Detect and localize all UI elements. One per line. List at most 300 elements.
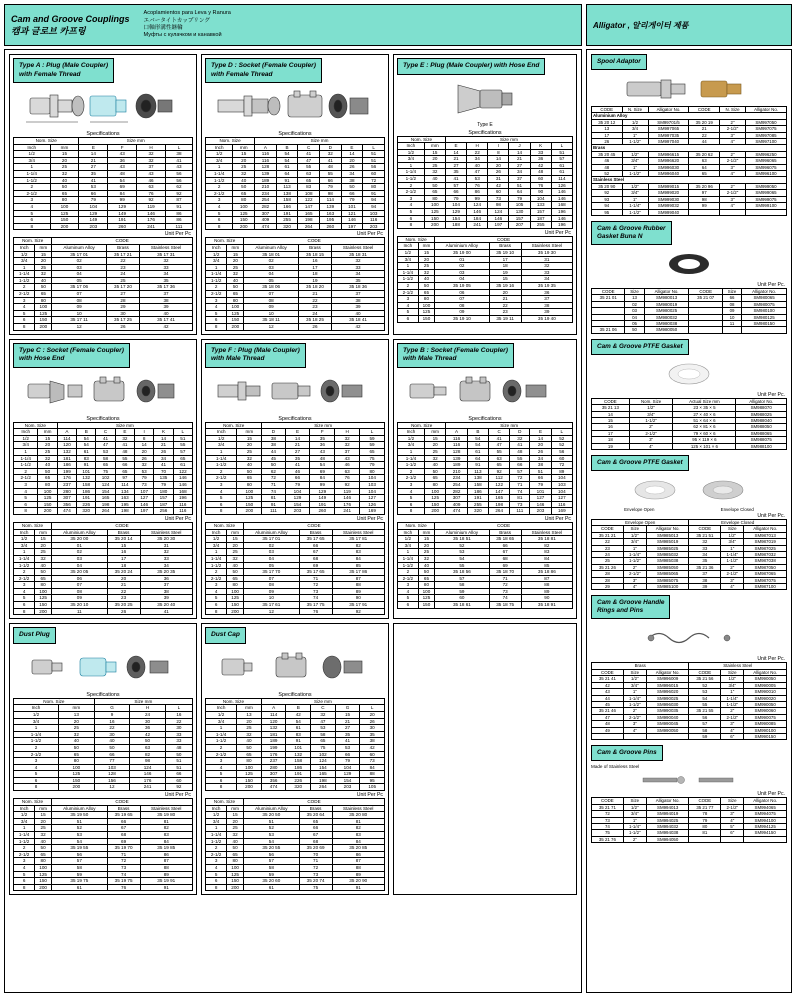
table-cell: 14 bbox=[445, 149, 466, 156]
table-cell: 64 bbox=[689, 164, 720, 170]
table-cell: 20 bbox=[50, 157, 79, 164]
column-header: Stainless Steel bbox=[140, 529, 193, 536]
table-cell: 60 bbox=[551, 455, 572, 462]
section-rubber-gasket bbox=[591, 221, 787, 334]
table-cell: 4 bbox=[14, 203, 51, 210]
column-header: Inch bbox=[206, 244, 227, 251]
table-cell: 356 bbox=[57, 501, 76, 508]
table-cell: 200 bbox=[227, 884, 244, 891]
table-cell: 35 21 36 bbox=[689, 564, 721, 570]
table-cell: SM988075 bbox=[736, 437, 787, 443]
table-row bbox=[398, 282, 573, 289]
table-cell: 1-1/2" bbox=[623, 830, 646, 836]
table-cell: 181 bbox=[261, 731, 286, 738]
table-cell: 104 bbox=[445, 202, 466, 209]
table-cell: 149 bbox=[108, 210, 137, 217]
table-cell: 07 bbox=[435, 296, 489, 303]
table-cell: 10 bbox=[722, 314, 741, 320]
table-cell: 73 bbox=[592, 817, 624, 823]
table-cell: 1/2" bbox=[721, 532, 744, 538]
column-header: L bbox=[165, 144, 192, 151]
table-cell: 1/2 bbox=[206, 812, 227, 819]
table-cell: 100 bbox=[233, 203, 255, 210]
table-cell: 176 bbox=[57, 475, 76, 482]
table-row bbox=[206, 588, 385, 595]
table-cell: 04 bbox=[625, 314, 644, 320]
table-cell: 61 bbox=[467, 449, 488, 456]
table-cell: 1-1/2" bbox=[721, 701, 744, 707]
table-cell: 65 bbox=[173, 455, 192, 462]
table-cell: 52 bbox=[551, 442, 572, 449]
table-cell: 26 bbox=[488, 169, 509, 176]
table-cell: 27 bbox=[106, 291, 139, 298]
pins-table bbox=[591, 797, 787, 843]
table-cell: 1 bbox=[206, 725, 237, 732]
table-cell: 32 bbox=[137, 157, 166, 164]
dust-cap-spec-head bbox=[206, 705, 385, 712]
table-row bbox=[398, 481, 573, 488]
table-cell: 126 bbox=[551, 182, 572, 189]
table-cell: 86 bbox=[140, 851, 193, 858]
table-cell: 4 bbox=[206, 764, 237, 771]
table-cell bbox=[646, 733, 689, 739]
table-cell: 1 bbox=[398, 162, 425, 169]
table-cell: 68 bbox=[107, 832, 140, 839]
table-cell: 84 bbox=[332, 555, 385, 562]
type-b-spec-label: Specifications bbox=[468, 415, 502, 422]
table-row bbox=[398, 488, 573, 495]
column-header: mm bbox=[237, 429, 262, 436]
table-row bbox=[206, 203, 385, 210]
table-cell: 52 bbox=[52, 825, 108, 832]
table-cell: 76 bbox=[335, 475, 360, 482]
table-row bbox=[206, 190, 385, 197]
table-cell: SM988100 bbox=[736, 443, 787, 449]
table-cell: 191 bbox=[276, 210, 298, 217]
table-cell: 1-1/2 bbox=[14, 562, 35, 569]
table-cell: 61 bbox=[276, 164, 298, 171]
table-row bbox=[14, 264, 193, 271]
table-cell: 40 bbox=[424, 176, 445, 183]
table-cell: 23 bbox=[298, 304, 331, 311]
table-cell: 114 bbox=[115, 481, 134, 488]
table-cell: 72 bbox=[299, 865, 332, 872]
table-cell: 71 bbox=[107, 851, 140, 858]
table-cell: 2" bbox=[721, 708, 744, 714]
table-row bbox=[14, 569, 193, 576]
table-cell: SM999075 bbox=[746, 196, 787, 202]
table-cell: 198 bbox=[96, 501, 115, 508]
table-cell: 139 bbox=[446, 455, 467, 462]
column-header: I bbox=[488, 143, 509, 150]
table-cell: 50 bbox=[418, 569, 434, 576]
table-cell: 88 bbox=[140, 865, 193, 872]
table-cell: 51 bbox=[509, 182, 530, 189]
table-cell: 1 bbox=[206, 164, 233, 171]
table-cell: 3/4 bbox=[398, 156, 425, 163]
table-cell: 35 21 55 bbox=[689, 708, 721, 714]
type-f-spec-head bbox=[206, 429, 385, 436]
table-cell: 20 bbox=[488, 162, 509, 169]
table-cell: 80 bbox=[50, 197, 79, 204]
table-cell: 15 bbox=[107, 542, 140, 549]
type-f-spec-table bbox=[205, 422, 385, 515]
section-ptfe-gasket bbox=[591, 339, 787, 450]
table-cell: 76 bbox=[530, 182, 551, 189]
table-cell: 91 bbox=[467, 462, 488, 469]
table-cell: 8 bbox=[14, 884, 35, 891]
table-cell: 65 bbox=[233, 190, 255, 197]
column-header: Alligator No. bbox=[742, 288, 787, 294]
table-cell: 124 bbox=[130, 764, 166, 771]
column-header: C bbox=[311, 705, 336, 712]
table-cell: 20 bbox=[38, 442, 57, 449]
table-cell: 32 bbox=[424, 455, 445, 462]
table-cell: 43 bbox=[592, 689, 624, 695]
table-cell: 264 bbox=[311, 784, 336, 791]
table-cell: 82 bbox=[332, 825, 385, 832]
table-cell: 1-1/2 bbox=[14, 462, 38, 469]
table-cell: 22 bbox=[689, 132, 720, 138]
table-cell: 73 bbox=[489, 588, 521, 595]
table-cell: SM999020 bbox=[648, 190, 689, 196]
table-cell: 14 bbox=[341, 151, 363, 158]
type-e-spec-body bbox=[398, 149, 573, 228]
table-cell: 01 bbox=[52, 542, 108, 549]
table-cell: 1/2 bbox=[206, 251, 227, 258]
table-cell: 4 bbox=[398, 202, 425, 209]
table-cell: 20 bbox=[233, 157, 255, 164]
table-cell: 254 bbox=[255, 197, 277, 204]
table-row bbox=[14, 758, 193, 765]
table-cell: 129 bbox=[108, 203, 137, 210]
table-cell: 116 bbox=[446, 442, 467, 449]
table-cell: 47 bbox=[467, 169, 488, 176]
table-cell: 34 bbox=[332, 271, 385, 278]
table-cell: 40 bbox=[332, 310, 385, 317]
pins-body bbox=[592, 804, 787, 842]
table-cell: 8 bbox=[206, 223, 233, 230]
table-cell: 200 bbox=[227, 324, 244, 331]
table-cell: 8 bbox=[206, 608, 227, 615]
table-row bbox=[14, 595, 193, 602]
table-cell: 48 bbox=[320, 164, 342, 171]
type-c-illustration bbox=[13, 370, 193, 414]
table-cell: 12 bbox=[244, 324, 299, 331]
table-cell: 32 bbox=[237, 731, 262, 738]
table-cell: 58 bbox=[689, 727, 721, 733]
table-cell: 79 × 60 × 6 bbox=[673, 430, 736, 436]
table-cell: 35 21 77 bbox=[689, 804, 721, 810]
table-cell: 44 bbox=[262, 449, 285, 456]
header-title-en: Cam and Groove Couplings bbox=[11, 14, 130, 24]
table-cell: 80 bbox=[237, 481, 262, 488]
table-cell: 71 bbox=[299, 858, 332, 865]
table-cell: SM999032 bbox=[648, 203, 689, 209]
table-cell: 20 bbox=[418, 256, 434, 263]
table-cell: 75 bbox=[360, 455, 385, 462]
table-cell: 5 bbox=[14, 871, 35, 878]
table-cell: 1/2 bbox=[398, 536, 419, 543]
table-cell: 63 bbox=[489, 455, 510, 462]
table-cell: 165 bbox=[311, 771, 336, 778]
table-cell: 210 bbox=[255, 184, 277, 191]
table-cell: 100 bbox=[237, 488, 262, 495]
dust-plug-spec-head bbox=[14, 705, 193, 712]
column-header: CODE bbox=[592, 669, 624, 675]
table-cell: 203 bbox=[285, 508, 310, 515]
table-cell: 08 bbox=[244, 297, 299, 304]
table-cell: SM999040 bbox=[648, 209, 689, 215]
table-cell: 32 bbox=[418, 269, 434, 276]
table-cell: 32 bbox=[38, 455, 57, 462]
table-cell: SM985013 bbox=[646, 532, 689, 538]
table-cell: 2" bbox=[623, 836, 646, 842]
table-cell: 34 bbox=[467, 156, 488, 163]
type-a-unit-label: Unit Per Pc bbox=[164, 231, 191, 238]
handle-rings-unit: Unit Per Pc. bbox=[757, 656, 785, 663]
table-cell: 94 bbox=[363, 203, 385, 210]
table-cell: 35 18 81 bbox=[521, 536, 572, 543]
table-cell: SM996250 bbox=[746, 151, 787, 157]
table-cell: 154 bbox=[311, 764, 336, 771]
table-cell: 3" bbox=[719, 132, 745, 138]
table-cell: 176 bbox=[130, 777, 166, 784]
table-cell: 75 bbox=[311, 744, 336, 751]
table-cell: 35 bbox=[79, 170, 108, 177]
table-cell: 158 bbox=[77, 481, 96, 488]
table-cell: 100 bbox=[227, 865, 244, 872]
th-nom-size: Nom. Size bbox=[398, 422, 446, 429]
table-cell: 1/2" bbox=[622, 183, 648, 189]
column-header: Inch bbox=[14, 529, 35, 536]
table-cell: 4" bbox=[721, 584, 744, 590]
table-cell: 2-1/2" bbox=[721, 804, 744, 810]
type-f-code-head bbox=[206, 529, 385, 536]
table-cell: 50 bbox=[233, 184, 255, 191]
table-cell: 90 bbox=[530, 189, 551, 196]
table-cell: 55 bbox=[489, 449, 510, 456]
column-header: mm bbox=[50, 144, 79, 151]
table-cell: 35 21 07 bbox=[689, 295, 722, 301]
table-cell: 124 bbox=[488, 209, 509, 216]
table-cell bbox=[722, 327, 741, 333]
column-header: H bbox=[467, 143, 488, 150]
rubber-gasket-unit: Unit Per Pc. bbox=[757, 281, 785, 288]
table-cell: 15 bbox=[38, 435, 57, 442]
column-header: Brass bbox=[298, 244, 331, 251]
table-cell: SM999030 bbox=[648, 196, 689, 202]
table-cell: SM990085 bbox=[744, 721, 787, 727]
table-cell: 1" bbox=[721, 545, 744, 551]
table-row bbox=[14, 495, 193, 502]
table-cell: 82 bbox=[140, 825, 193, 832]
table-cell: 32 bbox=[335, 435, 360, 442]
table-cell: 38 bbox=[689, 577, 721, 583]
table-row bbox=[398, 169, 573, 176]
table-cell: 54 bbox=[689, 695, 721, 701]
table-cell: SM997035 bbox=[648, 132, 689, 138]
table-cell: 120 bbox=[57, 442, 76, 449]
table-cell: 41 bbox=[298, 151, 320, 158]
type-c-code-head bbox=[14, 529, 193, 536]
table-row bbox=[14, 468, 193, 475]
table-cell: 125 bbox=[59, 771, 95, 778]
table-cell: 20 bbox=[227, 258, 244, 265]
column-header: Stainless Steel bbox=[521, 529, 572, 536]
table-cell: SM996030 bbox=[646, 701, 689, 707]
table-cell: 34 bbox=[341, 170, 363, 177]
table-cell: 73 bbox=[510, 501, 530, 508]
table-cell: 74 bbox=[107, 871, 140, 878]
panel-dust-plug bbox=[9, 623, 197, 895]
table-cell: 100 bbox=[35, 588, 52, 595]
table-cell: 116 bbox=[551, 501, 572, 508]
table-cell: 191 bbox=[310, 501, 335, 508]
table-cell: 73 bbox=[107, 865, 140, 872]
table-cell: 61 bbox=[52, 884, 108, 891]
table-cell: 51 bbox=[363, 151, 385, 158]
dust-plug-code-head bbox=[14, 805, 193, 812]
table-cell: 80 bbox=[233, 197, 255, 204]
table-cell: 2-1/2" bbox=[623, 714, 646, 720]
panel-type-a bbox=[9, 54, 197, 335]
table-cell: 43 bbox=[335, 455, 360, 462]
table-cell: 66 bbox=[299, 825, 332, 832]
table-cell: 104 bbox=[335, 764, 360, 771]
table-cell: 150 bbox=[50, 217, 79, 224]
table-row bbox=[206, 851, 385, 858]
table-cell: 1-1/4" bbox=[622, 203, 648, 209]
table-row bbox=[14, 435, 193, 442]
table-row bbox=[14, 549, 193, 556]
table-cell: 25 bbox=[418, 263, 434, 270]
table-cell: 35 20 35 bbox=[140, 569, 193, 576]
table-cell: 76 bbox=[467, 182, 488, 189]
table-row bbox=[206, 777, 385, 784]
table-cell: 111 bbox=[262, 508, 285, 515]
table-cell: 1-1/4 bbox=[206, 731, 237, 738]
table-cell: 4 bbox=[398, 488, 425, 495]
table-cell: SM990010 bbox=[744, 689, 787, 695]
handle-rings-illustration bbox=[591, 621, 787, 655]
table-cell: SM997075 bbox=[746, 126, 787, 132]
table-cell: 3 bbox=[206, 582, 227, 589]
table-cell: 21 bbox=[107, 582, 140, 589]
table-cell: SM990150 bbox=[744, 733, 787, 739]
table-cell: 189 bbox=[261, 738, 286, 745]
table-cell: 52 bbox=[244, 825, 300, 832]
table-cell: 20 bbox=[360, 711, 385, 718]
table-cell: 41 bbox=[285, 462, 310, 469]
table-row bbox=[14, 501, 193, 508]
table-cell: 54 bbox=[77, 442, 96, 449]
table-cell: 66 bbox=[335, 751, 360, 758]
table-cell: 3 bbox=[206, 758, 237, 765]
column-header: Aluminium Alloy bbox=[244, 529, 300, 536]
column-header: mm bbox=[237, 705, 262, 712]
table-cell: 241 bbox=[137, 223, 166, 230]
table-cell: SM990075 bbox=[744, 714, 787, 720]
table-row bbox=[398, 575, 573, 582]
table-cell: 41 bbox=[489, 435, 510, 442]
table-cell: 2" bbox=[719, 119, 745, 125]
table-cell: 34 bbox=[530, 455, 551, 462]
table-row bbox=[14, 884, 193, 891]
table-cell: 35 19 00 bbox=[435, 250, 489, 257]
table-cell: 15 bbox=[35, 812, 52, 819]
table-cell: 129 bbox=[445, 209, 466, 216]
table-cell: 6 bbox=[398, 215, 425, 222]
table-cell: 116 bbox=[173, 508, 192, 515]
table-cell: 47 bbox=[311, 718, 336, 725]
table-cell: 14 bbox=[135, 442, 154, 449]
table-cell: SM990100 bbox=[744, 727, 787, 733]
type-e-caption: Type E bbox=[477, 121, 493, 128]
table-cell: 66 bbox=[285, 475, 310, 482]
table-cell: 20 bbox=[424, 442, 445, 449]
column-header: mm bbox=[233, 144, 255, 151]
table-cell: 65 bbox=[227, 575, 244, 582]
table-cell: 38 bbox=[530, 462, 551, 469]
table-cell: SM980032 bbox=[644, 314, 689, 320]
table-cell: 76 bbox=[299, 608, 332, 615]
table-cell: 3 bbox=[398, 296, 419, 303]
table-cell: 65 bbox=[489, 462, 510, 469]
table-cell: 92 bbox=[165, 784, 192, 791]
column-header: G bbox=[94, 705, 130, 712]
table-cell: 356 bbox=[261, 777, 286, 784]
table-cell: 129 bbox=[285, 495, 310, 502]
dust-cap-spec-table bbox=[205, 698, 385, 791]
table-cell: 53 bbox=[52, 832, 108, 839]
table-cell: 65 bbox=[227, 851, 244, 858]
table-cell: 21 bbox=[509, 156, 530, 163]
th-size-mm: Size mm bbox=[445, 136, 572, 143]
table-row bbox=[206, 151, 385, 158]
table-row bbox=[398, 562, 573, 569]
table-row bbox=[206, 602, 385, 609]
table-cell: SM994050 bbox=[646, 836, 689, 842]
table-cell: 58 bbox=[244, 865, 300, 872]
table-cell: 121 bbox=[341, 210, 363, 217]
table-cell: 66 bbox=[79, 190, 108, 197]
table-cell: 45 bbox=[592, 701, 624, 707]
table-cell: 2" bbox=[721, 564, 744, 570]
table-cell: 207 bbox=[509, 222, 530, 229]
table-row bbox=[14, 711, 193, 718]
table-cell: 89 bbox=[332, 588, 385, 595]
handle-rings-body bbox=[592, 676, 787, 740]
table-cell: 22 bbox=[165, 718, 192, 725]
ptfe-gasket-table bbox=[591, 398, 787, 450]
table-cell: 2-1/2 bbox=[206, 475, 237, 482]
type-e-unit-label: Unit Per Pc bbox=[544, 229, 571, 236]
table-cell: 25 bbox=[38, 449, 57, 456]
table-cell: 127 bbox=[360, 495, 385, 502]
table-cell: 126 bbox=[360, 501, 385, 508]
table-cell: 42 bbox=[530, 162, 551, 169]
table-cell: 67 bbox=[489, 549, 521, 556]
table-cell bbox=[719, 209, 745, 215]
table-cell: 198 bbox=[115, 508, 134, 515]
table-cell: 1 bbox=[206, 825, 227, 832]
table-row bbox=[398, 542, 573, 549]
table-row bbox=[206, 542, 385, 549]
table-cell: 80 bbox=[227, 858, 244, 865]
table-cell: 8 bbox=[14, 223, 51, 230]
column-header: CODE bbox=[689, 107, 720, 113]
